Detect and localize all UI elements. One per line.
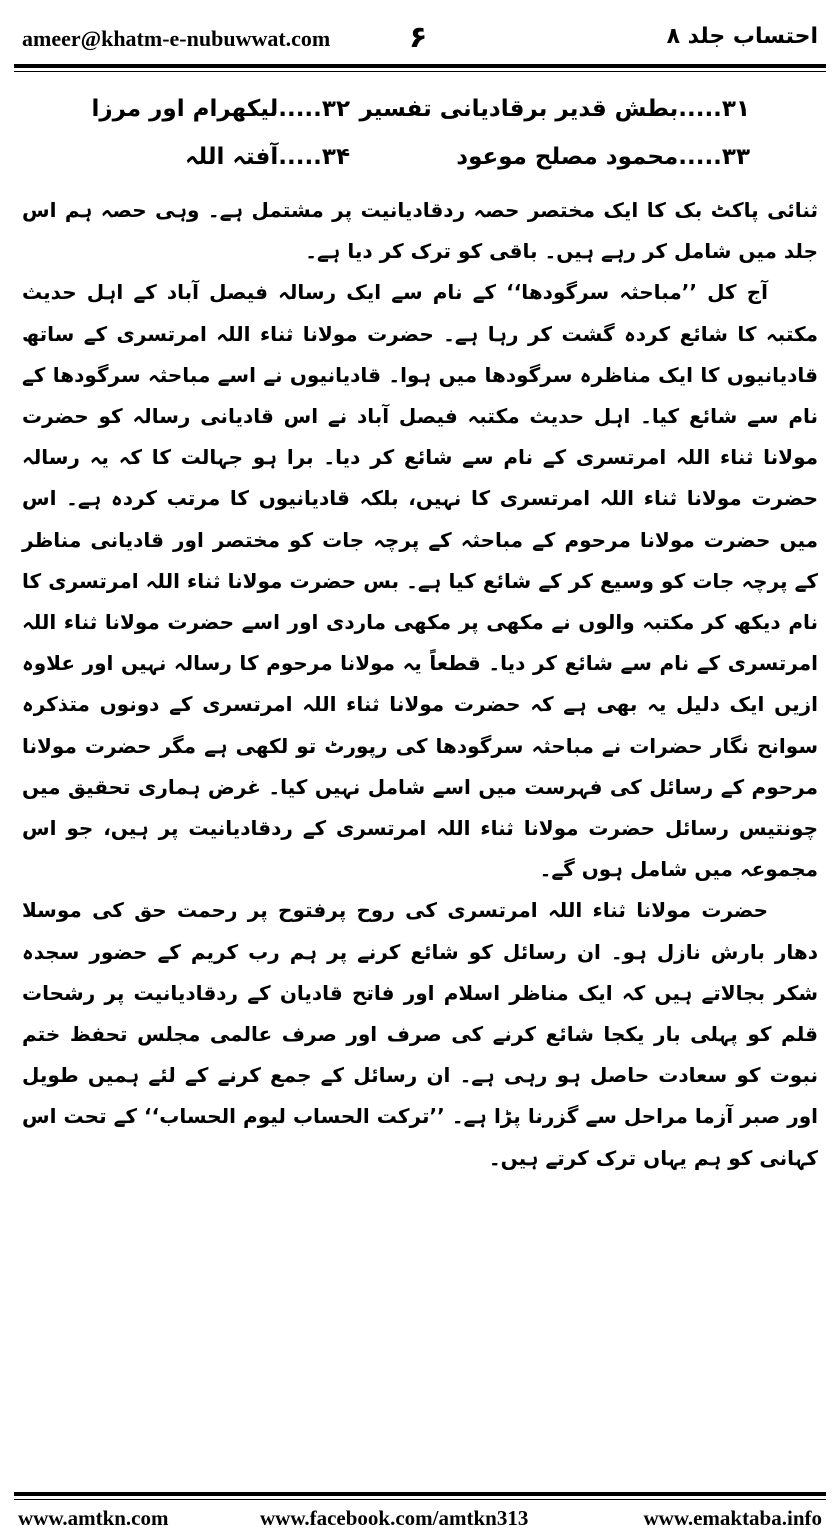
treatise-list	[20, 92, 820, 188]
treatise-item-32: ۳۲.....لیکھرام اور مرزا	[91, 96, 350, 122]
page-header	[14, 20, 826, 60]
page-footer	[14, 1506, 826, 1536]
book-title: احتساب جلد ۸	[666, 24, 818, 49]
footer-link-facebook[interactable]: www.facebook.com/amtkn313	[260, 1506, 529, 1530]
paragraph-dua-and-gratitude: حضرت مولانا ثناء اللہ امرتسری کی روح پرفتوح پر رحمت حق کی موسلا دھار بارش نازل ہو۔ ان رسائل کو شائع کرنے پر ہم رب کریم کے حضور سجدہ شکر بجالاتے ہیں کہ ایک مناظر اسلام اور فاتح قادیان کے ردقادیانیت پر رشحات قلم کو پہلی بار یکجا شائع کرنے کی صرف اور صرف عالمی مجلس تحفظ ختم نبوت کو سعادت حاصل ہو رہی ہے۔ ان رسائل کے جمع کرنے کے لئے ہمیں طویل اور صبر آزما مراحل سے گزرنا پڑا ہے۔ ’’ترکت الحساب لیوم الحساب‘‘ کے تحت اس کہانی کو ہم یہاں ترک کرتے ہیں۔	[22, 898, 818, 1170]
page-number: ۶	[409, 20, 428, 55]
paragraph-mubahisa-sargodha: آج کل ’’مباحثہ سرگودھا‘‘ کے نام سے ایک رسالہ فیصل آباد کے اہل حدیث مکتبہ کا شائع کردہ گشت کر رہا ہے۔ حضرت مولانا ثناء اللہ امرتسری کے ساتھ قادیانیوں کا ایک مناظرہ سرگودھا میں ہوا۔ قادیانیوں نے اسے مباحثہ سرگودھا کے نام سے شائع کیا۔ اہل حدیث مکتبہ فیصل آباد نے اس قادیانی رسالہ کو حضرت مولانا ثناء اللہ امرتسری کے نام سے شائع کر دیا۔ برا ہو جہالت کا کہ یہ رسالہ حضرت مولانا ثناء اللہ امرتسری کا نہیں، بلکہ قادیانیوں کا مرتب کردہ ہے۔ اس میں حضرت مولانا مرحوم کے مباحثہ کے پرچہ جات کو مختصر اور قادیانی مناظر کے پرچہ جات کو وسیع کر کے شائع کیا ہے۔ بس حضرت مولانا ثناء اللہ امرتسری کا نام دیکھ کر مکتبہ والوں نے مکھی پر مکھی ماردی اور اسے حضرت مولانا ثناء اللہ امرتسری کے نام سے شائع کر دیا۔ قطعاً یہ مولانا مرحوم کا رسالہ نہیں اور علاوہ ازیں ایک دلیل یہ بھی ہے کہ حضرت مولانا ثناء اللہ امرتسری کے دونوں متذکرہ سوانح نگار حضرات نے مباحثہ سرگودھا کی رپورٹ تو لکھی ہے مگر حضرت مولانا مرحوم کے رسائل کی فہرست میں اسے شامل نہیں کیا۔ غرض ہماری تحقیق میں چونتیس رسائل حضرت مولانا ثناء اللہ امرتسری کے ردقادیانیت پر ہیں، جو اس مجموعہ میں شامل ہوں گے۔	[22, 280, 819, 882]
treatise-item-33: ۳۳.....محمود مصلح موعود	[456, 144, 750, 170]
body-text	[22, 190, 818, 1179]
footer-link-emaktaba[interactable]: www.emaktaba.info	[643, 1506, 822, 1530]
header-rule-thick	[14, 64, 826, 68]
paragraph-pocket-book: ثنائی پاکٹ بک کا ایک مختصر حصہ ردقادیانیت پر مشتمل ہے۔ وہی حصہ ہم اس جلد میں شامل کر رہے ہیں۔ باقی کو ترک کر دیا ہے۔	[22, 198, 818, 264]
treatise-item-31: ۳۱.....بطش قدیر برقادیانی تفسیر	[359, 96, 750, 122]
treatise-item-34: ۳۴.....آفتہ اللہ	[185, 144, 350, 170]
footer-link-amtkn[interactable]: www.amtkn.com	[18, 1506, 169, 1530]
header-rule-thin	[14, 71, 826, 72]
header-email[interactable]: ameer@khatm-e-nubuwwat.com	[22, 26, 331, 51]
footer-rule-thin	[14, 1499, 826, 1500]
footer-rule-thick	[14, 1492, 826, 1496]
